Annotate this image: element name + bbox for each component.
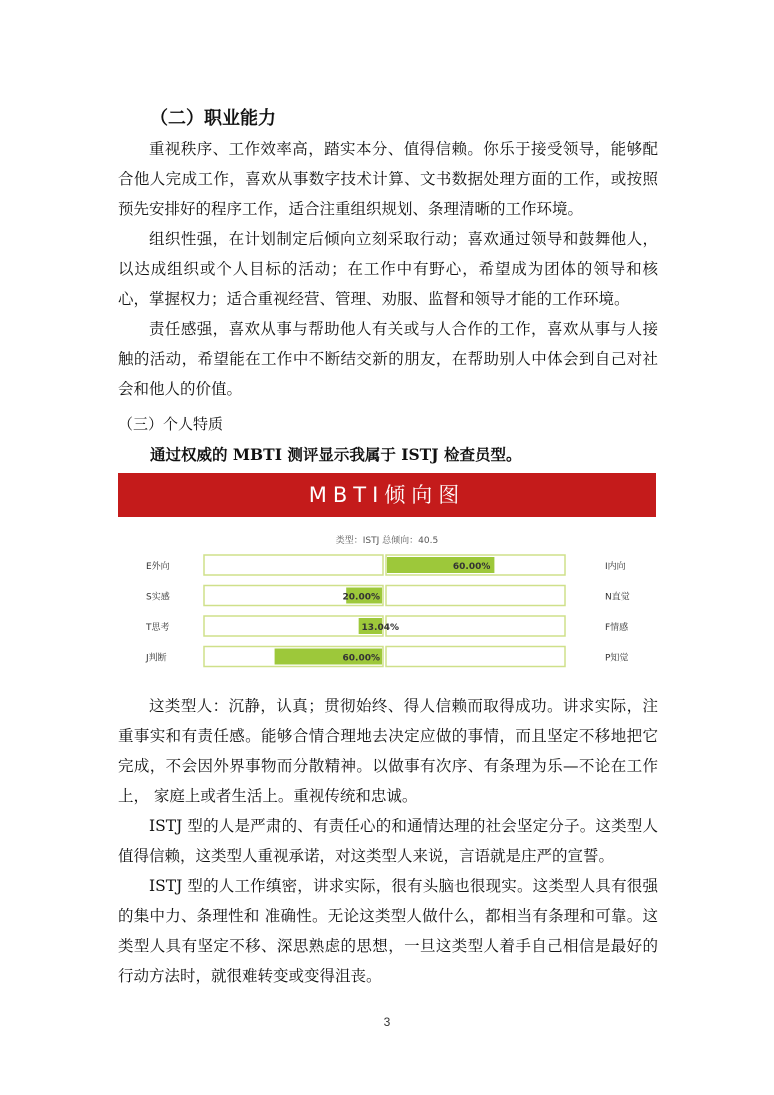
section-title-career-ability: （二）职业能力 xyxy=(150,108,276,129)
section-title-personal-traits: （三）个人特质 xyxy=(118,415,224,433)
row-left-label: S实感 xyxy=(146,592,170,603)
row-left-label: J判断 xyxy=(146,653,167,664)
paragraph-career-1: 重视秩序、工作效率高，踏实本分、值得信赖。你乐于接受领导，能够配合他人完成工作，喜欢从事数字技术计算、文书数据处理方面的工作，或按照预先安排好的程序工作，适合注重组织规划、条理清晰的工作环境。 xyxy=(118,140,658,218)
row-right-label: I内向 xyxy=(605,562,626,572)
mbti-intro-text: 通过权威的 MBTI 测评显示我属于 ISTJ 检查员型。 xyxy=(150,445,522,464)
row-left-label: T思考 xyxy=(146,623,170,633)
mbti-bar-chart-svg xyxy=(118,517,656,677)
left-track xyxy=(204,616,383,636)
chart-subtitle: 类型：ISTJ 总倾向：40.5 xyxy=(335,536,439,546)
bar-value-label: 20.00% xyxy=(342,592,380,603)
row-left-label: E外向 xyxy=(146,562,170,572)
mbti-chart xyxy=(118,517,656,677)
right-track xyxy=(386,647,565,667)
right-track xyxy=(386,586,565,606)
bar-value-label: 60.00% xyxy=(342,653,380,664)
paragraph-career-2: 组织性强，在计划制定后倾向立刻采取行动；喜欢通过领导和鼓舞他人，以达成组织或个人目标的活动；在工作中有野心，希望成为团体的领导和核心，掌握权力；适合重视经营、管理、劝服、监督和领导才能的工作环境。 xyxy=(118,230,658,308)
paragraph-career-3: 责任感强，喜欢从事与帮助他人有关或与人合作的工作，喜欢从事与人接触的活动，希望能在工作中不断结交新的朋友，在帮助别人中体会到自己对社会和他人的价值。 xyxy=(118,320,658,398)
left-track xyxy=(204,555,383,575)
chart-title: MBTI倾向图 xyxy=(118,473,656,517)
bar-value-label: 13.04% xyxy=(361,623,399,633)
paragraph-istj-2: ISTJ 型的人是严肃的、有责任心的和通情达理的社会坚定分子。这类型人值得信赖，这类型人重视承诺，对这类型人来说，言语就是庄严的宣誓。 xyxy=(118,817,658,865)
paragraph-istj-3: ISTJ 型的人工作缜密，讲求实际，很有头脑也很现实。这类型人具有很强的集中力、条理性和 准确性。无论这类型人做什么，都相当有条理和可靠。这类型人具有坚定不移、深思熟虑的思想，一旦这类型人着手自己相信是最好的行动方法时，就很难转变或变得沮丧。 xyxy=(118,877,658,985)
paragraph-istj-1: 这类型人：沉静，认真；贯彻始终、得人信赖而取得成功。讲求实际，注重事实和有责任感。能够合情合理地去决定应做的事情，而且坚定不移地把它完成，不会因外界事物而分散精神。以做事有次序、有条理为乐—不论在工作上， 家庭上或者生活上。重视传统和忠诚。 xyxy=(118,697,658,805)
row-right-label: F情感 xyxy=(605,623,629,633)
page-number: 3 xyxy=(383,1015,391,1029)
row-right-label: P知觉 xyxy=(605,653,629,664)
bar-value-label: 60.00% xyxy=(452,562,491,572)
right-track xyxy=(386,616,565,636)
row-right-label: N直觉 xyxy=(605,592,630,603)
